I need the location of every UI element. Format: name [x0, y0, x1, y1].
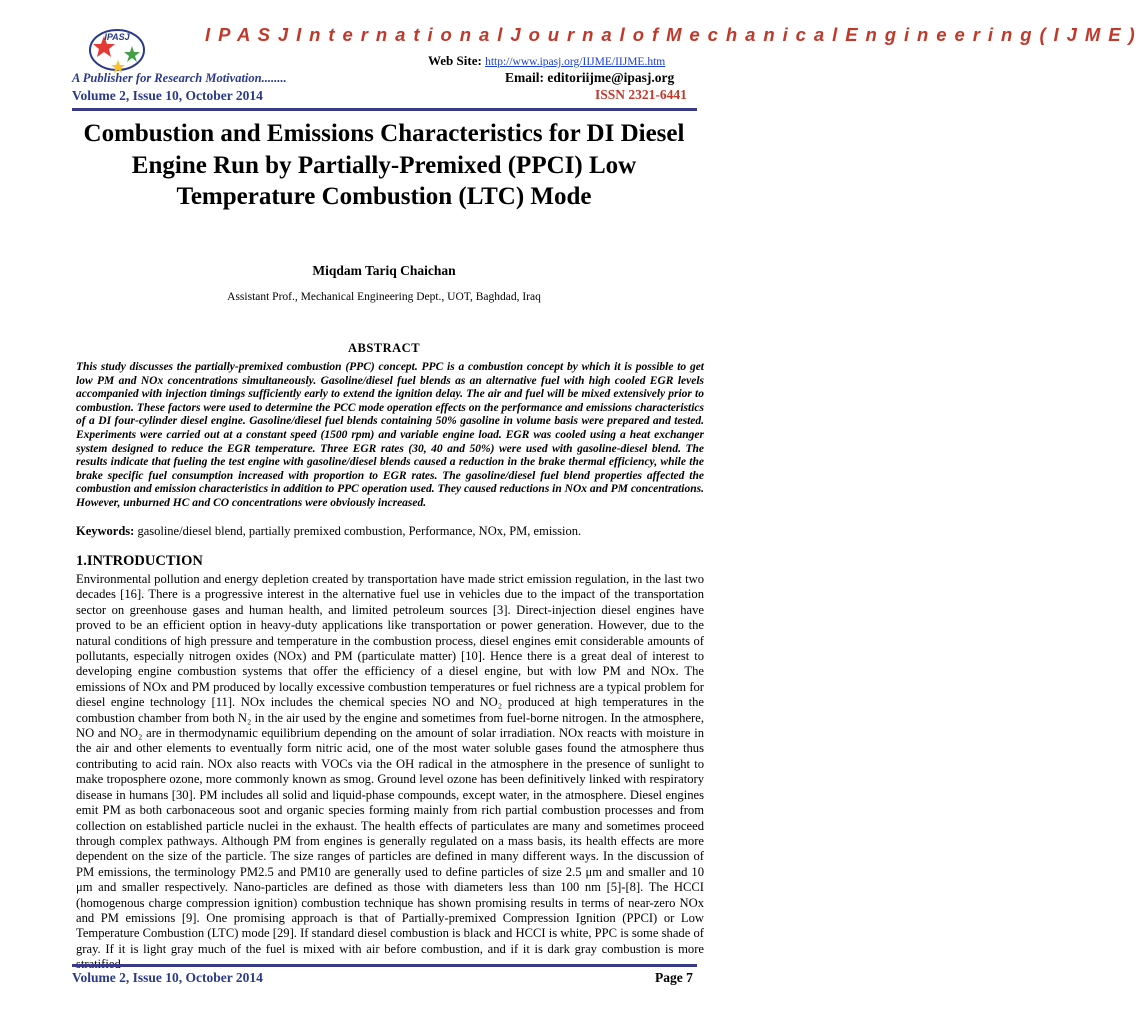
- author-affiliation: Assistant Prof., Mechanical Engineering Dept., UOT, Baghdad, Iraq: [227, 291, 541, 303]
- footer-divider: [72, 964, 697, 967]
- page-number: Page 7: [655, 970, 693, 985]
- keywords: [76, 524, 704, 538]
- abstract-heading: ABSTRACT: [347, 341, 421, 355]
- footer-volume: Volume 2, Issue 10, October 2014: [72, 970, 263, 985]
- keywords-label: Keywords:: [76, 524, 135, 538]
- header-divider: [72, 108, 697, 111]
- website-link[interactable]: http://www.ipasj.org/IIJME/IIJME.htm: [485, 56, 666, 68]
- issn: ISSN 2321-6441: [595, 87, 687, 102]
- intro-body: Environmental pollution and energy depletion created by transportation have made strict emission regulation, in the last two decades [16]. There is a progressive interest in the alternative fuel use in vehicles due to the impact of the transportation sector on greenhouse gases and human health, and limited petroleum sources [3]. Direct-injection diesel engines have proved to be an efficient option in heavy-duty applications like transportation or power generation. However, due to the natural conditions of high pressure and temperature in the combustion process, diesel engines emit considerable amounts of pollutants, especially nitrogen oxides (NOx) and PM (particulate matter) [10]. Hence there is a great deal of interest to developing engine combustion systems that offer the efficiency of a diesel engine, but with low PM and NOx. The emissions of NOx and PM produced by locally excessive combustion temperatures or fuel richness are a typical problem for diesel engine technology [11]. NOx includes the chemical species NO and NO₂ produced at high temperatures in the combustion chamber from both N₂ in the air used by the engine and sometimes from fuel-borne nitrogen. In the atmosphere, NO and NO₂ are in thermodynamic equilibrium depending on the amount of solar irradiation. NOx reacts with moisture in the air and other elements to eventually form nitric acid, one of the most water soluble gases found the atmosphere thus contributing to acid rain. NOx also reacts with VOCs via the OH radical in the atmosphere in the presence of sunlight to make troposphere ozone, more commonly known as smog. Ground level ozone has been definitively linked with respiratory disease in humans [30]. PM includes all solid and liquid-phase compounds, except water, in the atmosphere. Diesel engines emit PM as both carbonaceous soot and organic species forming mainly from rich partial combustion processes and from collection on established particle nuclei in the exhaust. The health effects of particulates are many and sometimes proceed through complex pathways. Although PM from engines is generally regulated on a mass basis, its health effects are more dependent on the size of the particle. The size ranges of particles are defined in many different ways. In the discussion of PM emissions, the terminology PM2.5 and PM10 are generally used to define particles of size 2.5 μm and smaller and 10 μm and smaller respectively. Nano-particles are defined as those with diameters less than 100 nm [5]-[8]. The HCCI (homogenous charge compression ignition) combustion technique has shown promising results in terms of near-zero NOx and PM emissions [9]. One promising approach is that of Partially-premixed Compression Ignition (PPCI) or Low Temperature Combustion (LTC) mode [29]. If standard diesel combustion is black and HCCI is white, PPC is some shade of gray. If it is light gray much of the fuel is mixed with air before combustion, and if it is dark gray combustion is more: [76, 572, 704, 956]
- journal-name: I P A S J I n t e r n a t i o n a l J o u r n a l o f M e c h a n i c a l E n g i n e e r i n g ( I J M E ): [205, 24, 1136, 45]
- header-volume: Volume 2, Issue 10, October 2014: [72, 88, 263, 103]
- logo-star-green: [124, 46, 140, 62]
- website-label: Web Site:: [428, 53, 482, 68]
- logo-text: IPASJ: [104, 32, 130, 42]
- abstract-body: This study discusses the partially-premixed combustion (PPC) concept. PPC is a combustion concept by which it is possible to get low PM and NOx concentrations simultaneously. Gasoline/diesel fuel blends as an alternative fuel with high cooled EGR levels accompanied with injection timings sufficiently early to extend the ignition delay. The air and fuel will be mixed extensively prior to combustion. These factors were used to determine the PCC mode operation effects on the performance and emissions characteristics of a DI four-cylinder diesel engine. Gasoline/diesel fuel blends containing 50% gasoline in volume basis were prepared and tested. Experiments were carried out at a constant speed (1500 rpm) and variable engine load. EGR was cooled using a heat exchanger system designed to reduce the EGR temperature. Three EGR rates (30, 40 and 50%) were used with gasoline-diesel blend. The results indicate that fueling the test engine with gasoline/diesel blends caused a reduction in the brake thermal efficiency, while the brake specific fuel consumption increased with proportion to EGR rates. The gasoline/diesel fuel blend properties affected the combustion and emission characteristics in addition to PPC operation used. They caused reductions in NOx and PM concentrations. However, unburned HC and CO concentrations were obviously increased.: [76, 361, 704, 509]
- email: Email: editoriijme@ipasj.org: [505, 70, 675, 85]
- publisher-tagline: A Publisher for Research Motivation........: [72, 71, 287, 85]
- intro-heading: 1.INTRODUCTION: [76, 553, 203, 569]
- keywords-text: gasoline/diesel blend, partially premixed combustion, Performance, NOx, PM, emission.: [137, 524, 582, 538]
- website-line: [428, 53, 665, 69]
- paper-title: Combustion and Emissions Characteristics for DI Diesel Engine Run by Partially-Premixed (PPCI) Low Temperature Combustion (LTC) Mode: [83, 120, 685, 210]
- author-name: Miqdam Tariq Chaichan: [312, 263, 456, 278]
